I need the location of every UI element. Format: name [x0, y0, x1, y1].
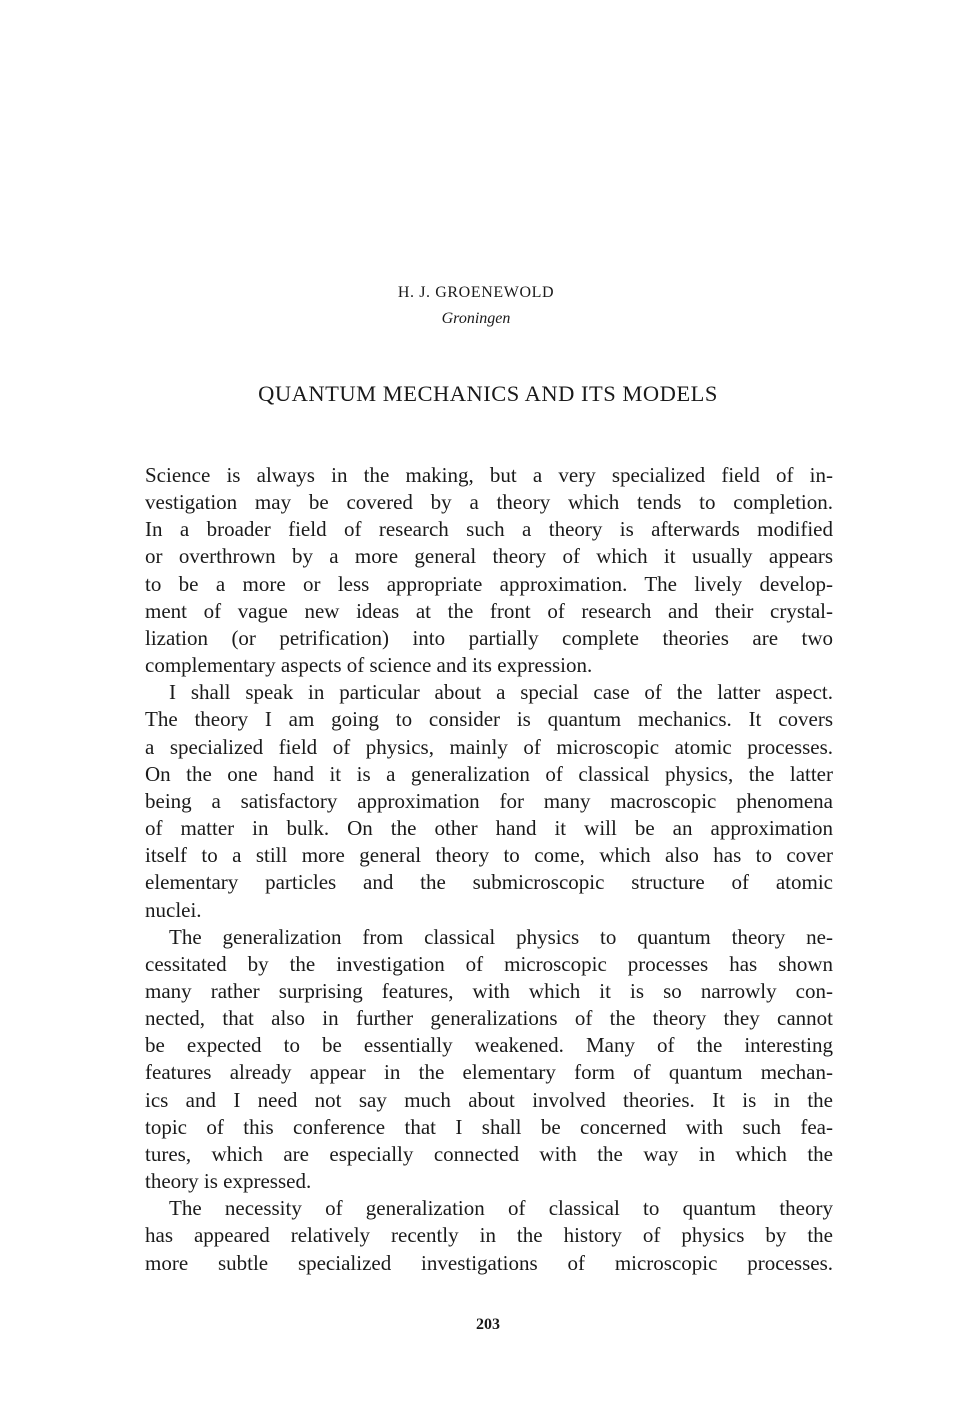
text-line: ics and I need not say much about involved theories. It is in the	[145, 1087, 833, 1112]
text-line: Science is always in the making, but a very specialized field of in-	[145, 463, 833, 487]
page-number: 203	[476, 1316, 500, 1333]
text-line: I shall speak in particular about a special case of the latter aspect.	[169, 680, 833, 705]
text-line: The theory I am going to consider is quantum mechanics. It covers	[145, 707, 833, 732]
text-line: vestigation may be covered by a theory which tends to completion.	[145, 490, 833, 515]
text-line: many rather surprising features, with which it is so narrowly con-	[145, 978, 833, 1003]
text-line: elementary particles and the submicroscopic structure of atomic	[145, 870, 833, 895]
text-line: theory is expressed.	[145, 1169, 312, 1194]
text-line: nuclei.	[145, 897, 202, 922]
text-line: or overthrown by a more general theory of which it usually appears	[145, 544, 833, 569]
text-line: be expected to be essentially weakened. Many of the interesting	[145, 1033, 833, 1058]
text-line: features already appear in the elementary form of quantum mechan-	[145, 1060, 833, 1085]
text-line: has appeared relatively recently in the history of physics by the	[145, 1223, 833, 1248]
text-line: cessitated by the investigation of microscopic processes has shown	[145, 951, 833, 976]
text-line: ment of vague new ideas at the front of research and their crystal-	[145, 598, 833, 623]
text-line: being a satisfactory approximation for many macroscopic phenomena	[145, 788, 833, 813]
text-line: The necessity of generalization of classical to quantum theory	[169, 1196, 833, 1221]
text-line: to be a more or less appropriate approximation. The lively develop-	[145, 571, 833, 596]
text-line: lization (or petrification) into partially complete theories are two	[145, 625, 833, 650]
text-line: more subtle specialized investigations of microscopic processes.	[145, 1250, 833, 1275]
text-line: nected, that also in further generalizations of the theory they cannot	[145, 1006, 833, 1031]
text-line: of matter in bulk. On the other hand it will be an approximation	[145, 816, 833, 841]
author-affiliation: Groningen	[441, 310, 511, 327]
text-line: On the one hand it is a generalization of classical physics, the latter	[145, 761, 833, 786]
article-body	[145, 462, 833, 1277]
text-line: topic of this conference that I shall be concerned with such fea-	[145, 1114, 833, 1139]
text-line: In a broader field of research such a theory is afterwards modified	[145, 517, 833, 542]
text-line: a specialized field of physics, mainly of microscopic atomic processes.	[145, 734, 833, 759]
text-line: itself to a still more general theory to come, which also has to cover	[145, 843, 833, 868]
article-title: QUANTUM MECHANICS AND ITS MODELS	[258, 381, 718, 406]
author-name: H. J. GROENEWOLD	[397, 284, 555, 301]
text-line: The generalization from classical physics to quantum theory ne-	[169, 924, 833, 949]
text-line: complementary aspects of science and its expression.	[145, 653, 593, 678]
text-line: tures, which are especially connected with the way in which the	[145, 1141, 833, 1166]
